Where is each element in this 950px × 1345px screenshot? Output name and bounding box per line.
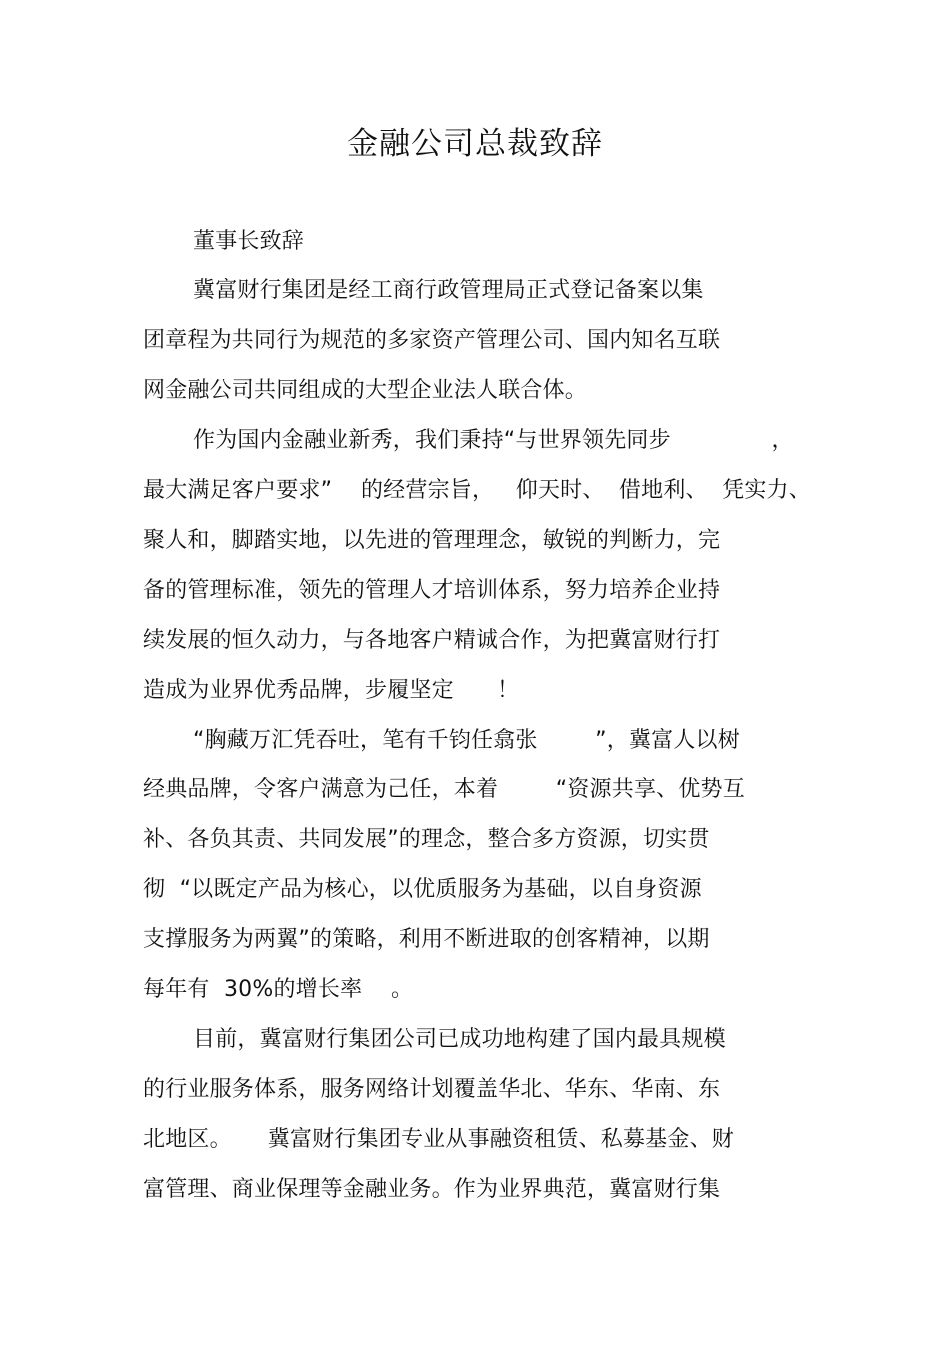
paragraph-line: 的行业服务体系，服务网络计划覆盖华北、华东、华南、东 — [143, 1077, 721, 1102]
paragraph-line: 经典品牌，令客户满意为己任，本着 “资源共享、优势互 — [143, 777, 745, 802]
paragraph-line: 造成为业界优秀品牌，步履坚定 ！ — [143, 678, 520, 703]
paragraph-line: 聚人和，脚踏实地，以先进的管理理念，敏锐的判断力，完 — [143, 528, 721, 553]
paragraph-line: 作为国内金融业新秀，我们秉持“与世界领先同步 ， — [193, 428, 794, 453]
paragraph-line: 网金融公司共同组成的大型企业法人联合体。 — [143, 378, 588, 403]
paragraph-line: 最大满足客户要求” 的经营宗旨， 仰天时、 借地利、 凭实力、 — [143, 478, 811, 503]
section-heading: 董事长致辞 — [193, 229, 305, 254]
paragraph-line: 支撑服务为两翼”的策略，利用不断进取的创客精神，以期 — [143, 927, 710, 952]
paragraph-line: 彻 “以既定产品为核心，以优质服务为基础，以自身资源 — [143, 877, 702, 902]
paragraph-line: 续发展的恒久动力，与各地客户精诚合作，为把冀富财行打 — [143, 628, 721, 653]
paragraph-line: 北地区。 冀富财行集团专业从事融资租赁、私募基金、财 — [143, 1127, 734, 1152]
paragraph-line: 目前，冀富财行集团公司已成功地构建了国内最具规模 — [193, 1027, 726, 1052]
paragraph-line: 补、各负其责、共同发展”的理念，整合多方资源，切实贯 — [143, 827, 710, 852]
paragraph-line: 冀富财行集团是经工商行政管理局正式登记备案以集 — [193, 278, 704, 303]
paragraph-line: 每年有 30%的增长率 。 — [143, 977, 414, 1002]
paragraph-line: 备的管理标准，领先的管理人才培训体系，努力培养企业持 — [143, 578, 721, 603]
paragraph-line: 团章程为共同行为规范的多家资产管理公司、国内知名互联 — [143, 328, 721, 353]
paragraph-line: “胸藏万汇凭吞吐，笔有千钧任翕张 ”，冀富人以树 — [193, 728, 740, 753]
paragraph-line: 富管理、商业保理等金融业务。作为业界典范，冀富财行集 — [143, 1177, 721, 1202]
document-title: 金融公司总裁致辞 — [347, 126, 603, 162]
